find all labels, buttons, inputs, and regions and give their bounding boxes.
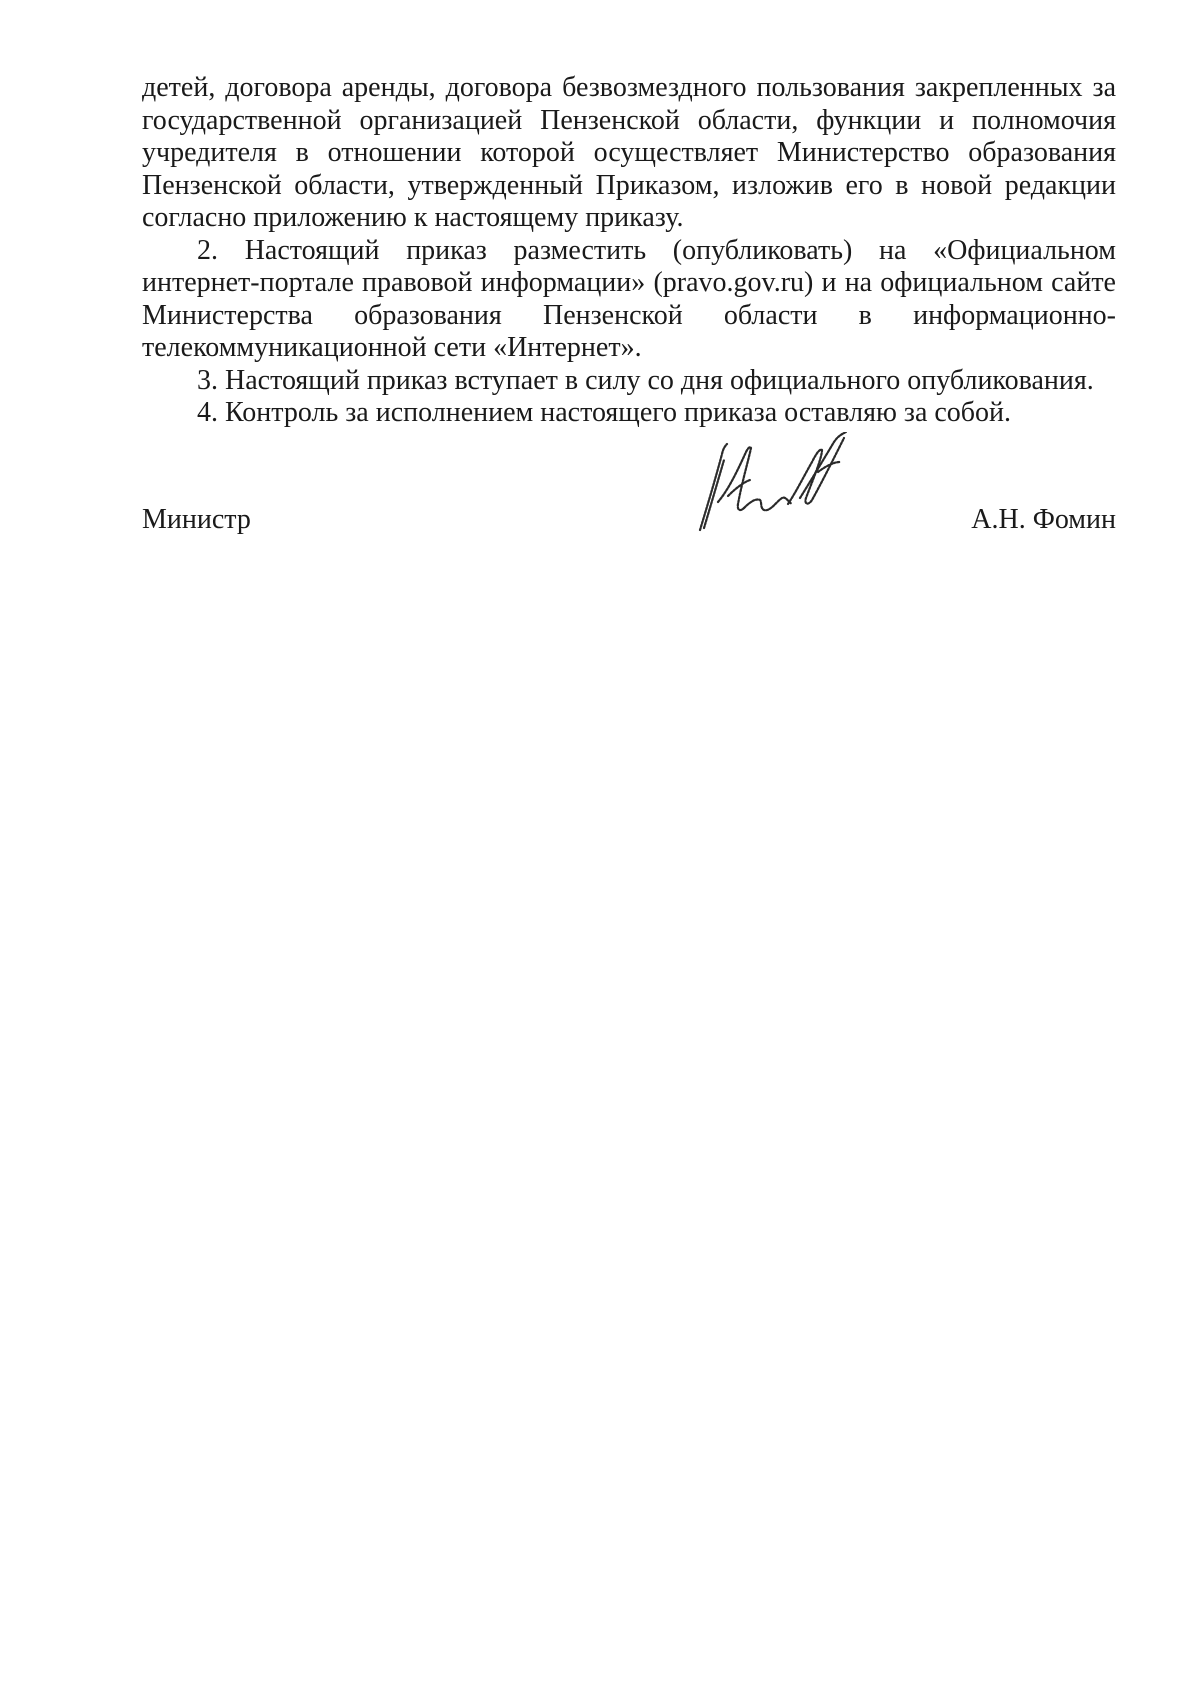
paragraph-item-3: 3. Настоящий приказ вступает в силу со дня официального опубликования. <box>197 364 1094 396</box>
paragraph-item-2: 2. Настоящий приказ разместить (опубликовать) на «Официальном интернет-портале правовой информации» (pravo.gov.ru) и на официальном сайте Министерства образования Пензенской области в информационно-телекоммуникационной сети «Интернет». <box>142 234 1116 363</box>
document-body <box>142 72 1116 430</box>
signatory-name: А.Н. Фомин <box>971 504 1116 535</box>
signature-block <box>142 500 1116 540</box>
paragraph-continuation: детей, договора аренды, договора безвозмездного пользования закрепленных за государственной организацией Пензенской области, функции и полномочия учредителя в отношении которой осуществляет Министерство образования Пензенской области, утвержденный Приказом, изложив его в новой редакции согласно приложению к настоящему приказу. <box>142 72 1116 233</box>
paragraph-item-4: 4. Контроль за исполнением настоящего приказа оставляю за собой. <box>197 397 1012 428</box>
signatory-title: Министр <box>142 504 251 535</box>
